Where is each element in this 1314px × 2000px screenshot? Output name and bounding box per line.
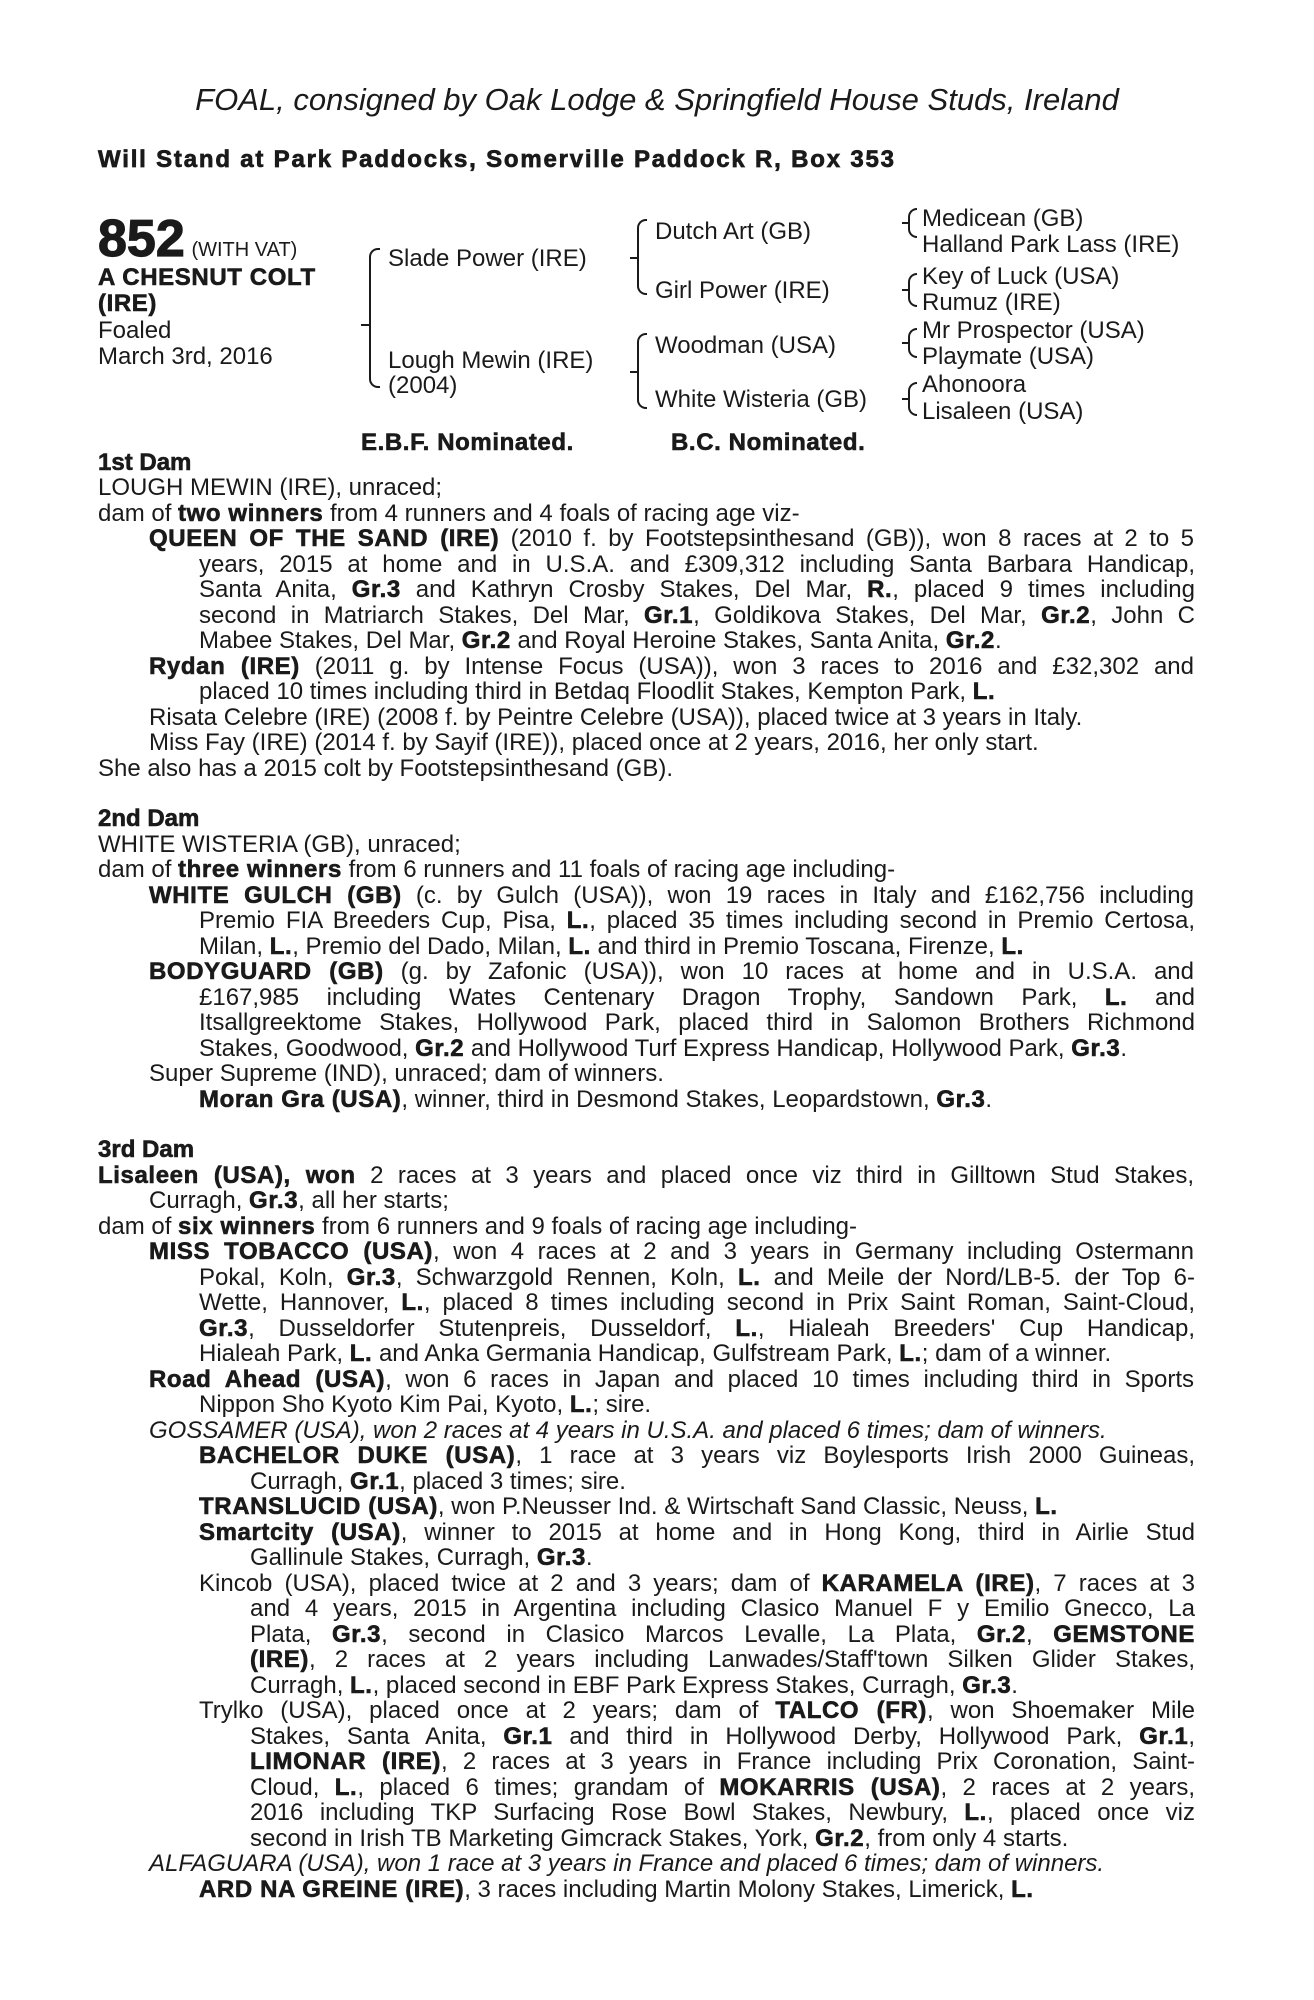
third-dam-section: [98, 1214, 1194, 1240]
text-line: Curragh, Gr.3, all her starts;: [149, 1187, 449, 1214]
text-line: Stakes, Santa Anita, Gr.1 and third in Hollywood Derby, Hollywood Park, Gr.1,: [250, 1722, 1195, 1750]
third-dam-progeny: [199, 1265, 1195, 1367]
text-line: Gr.3, Dusseldorfer Stutenpreis, Dusseldorf, L., Hialeah Breeders' Cup Handicap,: [199, 1314, 1195, 1342]
text-line: WHITE WISTERIA (GB), unraced;: [98, 830, 461, 858]
text-line: ALFAGUARA (USA), won 1 race at 3 years in France and placed 6 times; dam of winners.: [149, 1850, 1105, 1877]
text-line: WHITE GULCH (GB) (c. by Gulch (USA)), won 19 races in Italy and £162,756 including: [149, 881, 1194, 909]
ebf-nominated: E.B.F. Nominated.: [361, 429, 574, 456]
text-line: second in Irish TB Marketing Gimcrack Stakes, York, Gr.2, from only 4 starts.: [250, 1824, 1069, 1852]
pedigree-brace: [902, 398, 910, 400]
text-line: Curragh, Gr.1, placed 3 times; sire.: [250, 1467, 626, 1495]
foaled-label: Foaled: [98, 317, 172, 344]
text-line: Itsallgreektome Stakes, Hollywood Park, placed third in Salomon Brothers Richmond: [199, 1009, 1195, 1036]
pedigree-brace: [908, 289, 917, 307]
pedigree-brace: [630, 371, 638, 373]
text-line: Stakes, Goodwood, Gr.2 and Hollywood Turf Express Handicap, Hollywood Park, Gr.3.: [199, 1034, 1127, 1062]
dam-dam: White Wisteria (GB): [655, 386, 868, 413]
sire: Slade Power (IRE): [388, 245, 587, 272]
text-line: Trylko (USA), placed once at 2 years; dam of TALCO (FR), won Shoemaker Mile: [199, 1697, 1196, 1724]
third-dam-section: [98, 1163, 1194, 1189]
grandparent-6: Playmate (USA): [922, 343, 1095, 370]
text-line: LOUGH MEWIN (IRE), unraced;: [98, 474, 443, 501]
second-dam-progeny: [149, 959, 1194, 985]
sire-dam: Girl Power (IRE): [655, 277, 830, 304]
text-line: She also has a 2015 colt by Footstepsinthesand (GB).: [98, 754, 674, 782]
text-line: Nippon Sho Kyoto Kim Pai, Kyoto, L.; sire.: [199, 1391, 652, 1418]
third-dam-progeny: [149, 1239, 1194, 1265]
second-dam-progeny: [199, 1087, 1195, 1113]
text-line: dam of six winners from 6 runners and 9 foals of racing age including-: [98, 1212, 858, 1240]
grandparent-8: Lisaleen (USA): [922, 398, 1084, 425]
pedigree-brace: [369, 248, 380, 326]
pedigree-brace: [637, 333, 647, 373]
first-dam-progeny: [149, 654, 1194, 680]
grandparent-7: Ahonoora: [922, 371, 1027, 398]
lot-number: 852: [98, 210, 185, 268]
pedigree-brace: [637, 371, 647, 409]
third-dam-progeny: [199, 1494, 1195, 1545]
text-line: QUEEN OF THE SAND (IRE) (2010 f. by Footstepsinthesand (GB)), won 8 races at 2 to 5: [149, 525, 1194, 552]
text-line: £167,985 including Wates Centenary Dragon Trophy, Sandown Park, L. and: [199, 983, 1195, 1011]
text-line: Road Ahead (USA), won 6 races in Japan and placed 10 times including third in Sports: [149, 1365, 1194, 1393]
text-line: placed 10 times including third in Betdaq Floodlit Stakes, Kempton Park, L.: [199, 678, 996, 705]
text-line: TRANSLUCID (USA), won P.Neusser Ind. & Wirtschaft Sand Classic, Neuss, L.: [199, 1493, 1058, 1520]
pedigree-brace: [908, 222, 917, 238]
text-line: Hialeah Park, L. and Anka Germania Handicap, Gulfstream Park, L.; dam of a winner.: [199, 1340, 1112, 1367]
text-line: Plata, Gr.3, second in Clasico Marcos Levalle, La Plata, Gr.2, GEMSTONE: [250, 1620, 1195, 1648]
text-line: Santa Anita, Gr.3 and Kathryn Crosby Stakes, Del Mar, R., placed 9 times including: [199, 576, 1195, 603]
text-line: Lisaleen (USA), won 2 races at 3 years and placed once viz third in Gilltown Stud Stakes,: [98, 1161, 1195, 1189]
second-dam-progeny: [149, 1061, 1194, 1087]
third-dam-progeny: [199, 1877, 1195, 1903]
text-line: BACHELOR DUKE (USA), 1 race at 3 years viz Boylesports Irish 2000 Guineas,: [199, 1442, 1195, 1469]
text-line: Mabee Stakes, Del Mar, Gr.2 and Royal Heroine Stakes, Santa Anita, Gr.2.: [199, 627, 1002, 654]
text-line: Milan, L., Premio del Dado, Milan, L. and third in Premio Toscana, Firenze, L.: [199, 932, 1024, 960]
text-line: Moran Gra (USA), winner, third in Desmond Stakes, Leopardstown, Gr.3.: [199, 1085, 993, 1113]
second-dam-progeny: [149, 883, 1194, 909]
first-dam-progeny: [98, 756, 1194, 782]
text-line: dam of two winners from 4 runners and 4 foals of racing age viz-: [98, 499, 800, 527]
text-line: BODYGUARD (GB) (g. by Zafonic (USA)), won 10 races at home and in U.S.A. and: [149, 958, 1195, 985]
lot-number-block: [98, 212, 297, 266]
third-dam-progeny: [199, 1392, 1195, 1418]
text-line: and 4 years, 2015 in Argentina including Clasico Manuel F y Emilio Gnecco, La: [250, 1595, 1195, 1622]
vat-note: (WITH VAT): [191, 239, 298, 261]
third-dam-progeny: [149, 1367, 1194, 1393]
third-dam-section: [149, 1188, 1194, 1214]
third-dam-progeny: [250, 1545, 1195, 1571]
text-line: Curragh, L., placed second in EBF Park Express Stakes, Curragh, Gr.3.: [250, 1671, 1018, 1699]
second-dam-heading: 2nd Dam: [98, 805, 200, 832]
first-dam-progeny: [149, 526, 1194, 552]
pedigree-brace: [908, 342, 917, 358]
text-line: 2016 including TKP Surfacing Rose Bowl Stakes, Newbury, L., placed once viz: [250, 1799, 1195, 1826]
bc-nominated: B.C. Nominated.: [671, 429, 866, 456]
sire-sire: Dutch Art (GB): [655, 218, 812, 245]
third-dam-progeny: [199, 1443, 1195, 1469]
lot-description-2: (IRE): [98, 290, 157, 317]
dam-year: (2004): [388, 372, 458, 399]
text-line: (IRE), 2 races at 2 years including Lanwades/Staff'town Silken Glider Stakes,: [250, 1646, 1195, 1673]
stabling-location: Will Stand at Park Paddocks, Somerville Paddock R, Box 353: [98, 146, 896, 173]
text-line: years, 2015 at home and in U.S.A. and £309,312 including Santa Barbara Handicap,: [199, 550, 1195, 578]
text-line: Pokal, Koln, Gr.3, Schwarzgold Rennen, Koln, L. and Meile der Nord/LB-5. der Top 6-: [199, 1263, 1195, 1291]
pedigree-brace: [902, 342, 910, 344]
pedigree-brace: [637, 219, 647, 259]
first-dam-progeny: [149, 705, 1194, 756]
pedigree-brace: [361, 324, 369, 326]
text-line: Super Supreme (IND), unraced; dam of winners.: [149, 1060, 664, 1087]
pedigree-brace: [902, 222, 910, 224]
grandparent-3: Key of Luck (USA): [922, 263, 1120, 290]
grandparent-2: Halland Park Lass (IRE): [922, 231, 1180, 258]
grandparent-4: Rumuz (IRE): [922, 289, 1061, 316]
first-dam-progeny: [199, 679, 1195, 705]
dam: Lough Mewin (IRE): [388, 347, 594, 374]
third-dam-progeny: [250, 1596, 1195, 1698]
text-line: ARD NA GREINE (IRE), 3 races including Martin Molony Stakes, Limerick, L.: [199, 1875, 1034, 1903]
first-dam-progeny: [199, 552, 1195, 654]
pedigree-brace: [637, 257, 647, 295]
text-line: Miss Fay (IRE) (2014 f. by Sayif (IRE)), placed once at 2 years, 2016, her only start.: [149, 729, 1039, 756]
third-dam-progeny: [149, 1418, 1194, 1444]
second-dam-progeny: [199, 908, 1195, 959]
third-dam-progeny: [199, 1698, 1195, 1724]
text-line: Risata Celebre (IRE) (2008 f. by Peintre Celebre (USA)), placed twice at 3 years in Italy.: [149, 703, 1083, 731]
lot-description-1: A CHESNUT COLT: [98, 264, 316, 291]
text-line: dam of three winners from 6 runners and 11 foals of racing age including-: [98, 856, 896, 883]
text-line: Rydan (IRE) (2011 g. by Intense Focus (USA)), won 3 races to 2016 and £32,302 and: [149, 652, 1195, 680]
third-dam-progeny: [199, 1571, 1195, 1597]
third-dam-progeny: [250, 1469, 1195, 1495]
pedigree-brace: [369, 324, 380, 388]
pedigree-brace: [908, 398, 917, 416]
catalogue-title: FOAL, consigned by Oak Lodge & Springfield House Studs, Ireland: [195, 82, 1119, 117]
first-dam-section: [98, 475, 1194, 526]
text-line: Kincob (USA), placed twice at 2 and 3 years; dam of KARAMELA (IRE), 7 races at 3: [199, 1569, 1195, 1597]
third-dam-heading: 3rd Dam: [98, 1136, 195, 1163]
second-dam-progeny: [199, 985, 1195, 1062]
text-line: second in Matriarch Stakes, Del Mar, Gr.1, Goldikova Stakes, Del Mar, Gr.2, John C: [199, 601, 1195, 629]
text-line: Wette, Hannover, L., placed 8 times including second in Prix Saint Roman, Saint-Cloud,: [199, 1289, 1195, 1316]
text-line: GOSSAMER (USA), won 2 races at 4 years in U.S.A. and placed 6 times; dam of winners.: [149, 1416, 1107, 1444]
pedigree-brace: [902, 289, 910, 291]
grandparent-1: Medicean (GB): [922, 205, 1084, 232]
text-line: Smartcity (USA), winner to 2015 at home and in Hong Kong, third in Airlie Stud: [199, 1518, 1195, 1546]
text-line: MISS TOBACCO (USA), won 4 races at 2 and 3 years in Germany including Ostermann: [149, 1238, 1195, 1265]
pedigree-brace: [630, 257, 638, 259]
first-dam-heading: 1st Dam: [98, 449, 192, 476]
text-line: LIMONAR (IRE), 2 races at 3 years in France including Prix Coronation, Saint-: [250, 1748, 1195, 1775]
second-dam-section: [98, 832, 1194, 883]
dam-sire: Woodman (USA): [655, 332, 836, 359]
foaled-date: March 3rd, 2016: [98, 343, 273, 370]
text-line: Gallinule Stakes, Curragh, Gr.3.: [250, 1544, 593, 1571]
third-dam-progeny: [149, 1851, 1194, 1877]
text-line: Premio FIA Breeders Cup, Pisa, L., placed 35 times including second in Premio Certosa,: [199, 907, 1195, 934]
grandparent-5: Mr Prospector (USA): [922, 317, 1145, 344]
third-dam-progeny: [250, 1724, 1195, 1852]
text-line: Cloud, L., placed 6 times; grandam of MOKARRIS (USA), 2 races at 2 years,: [250, 1773, 1195, 1801]
